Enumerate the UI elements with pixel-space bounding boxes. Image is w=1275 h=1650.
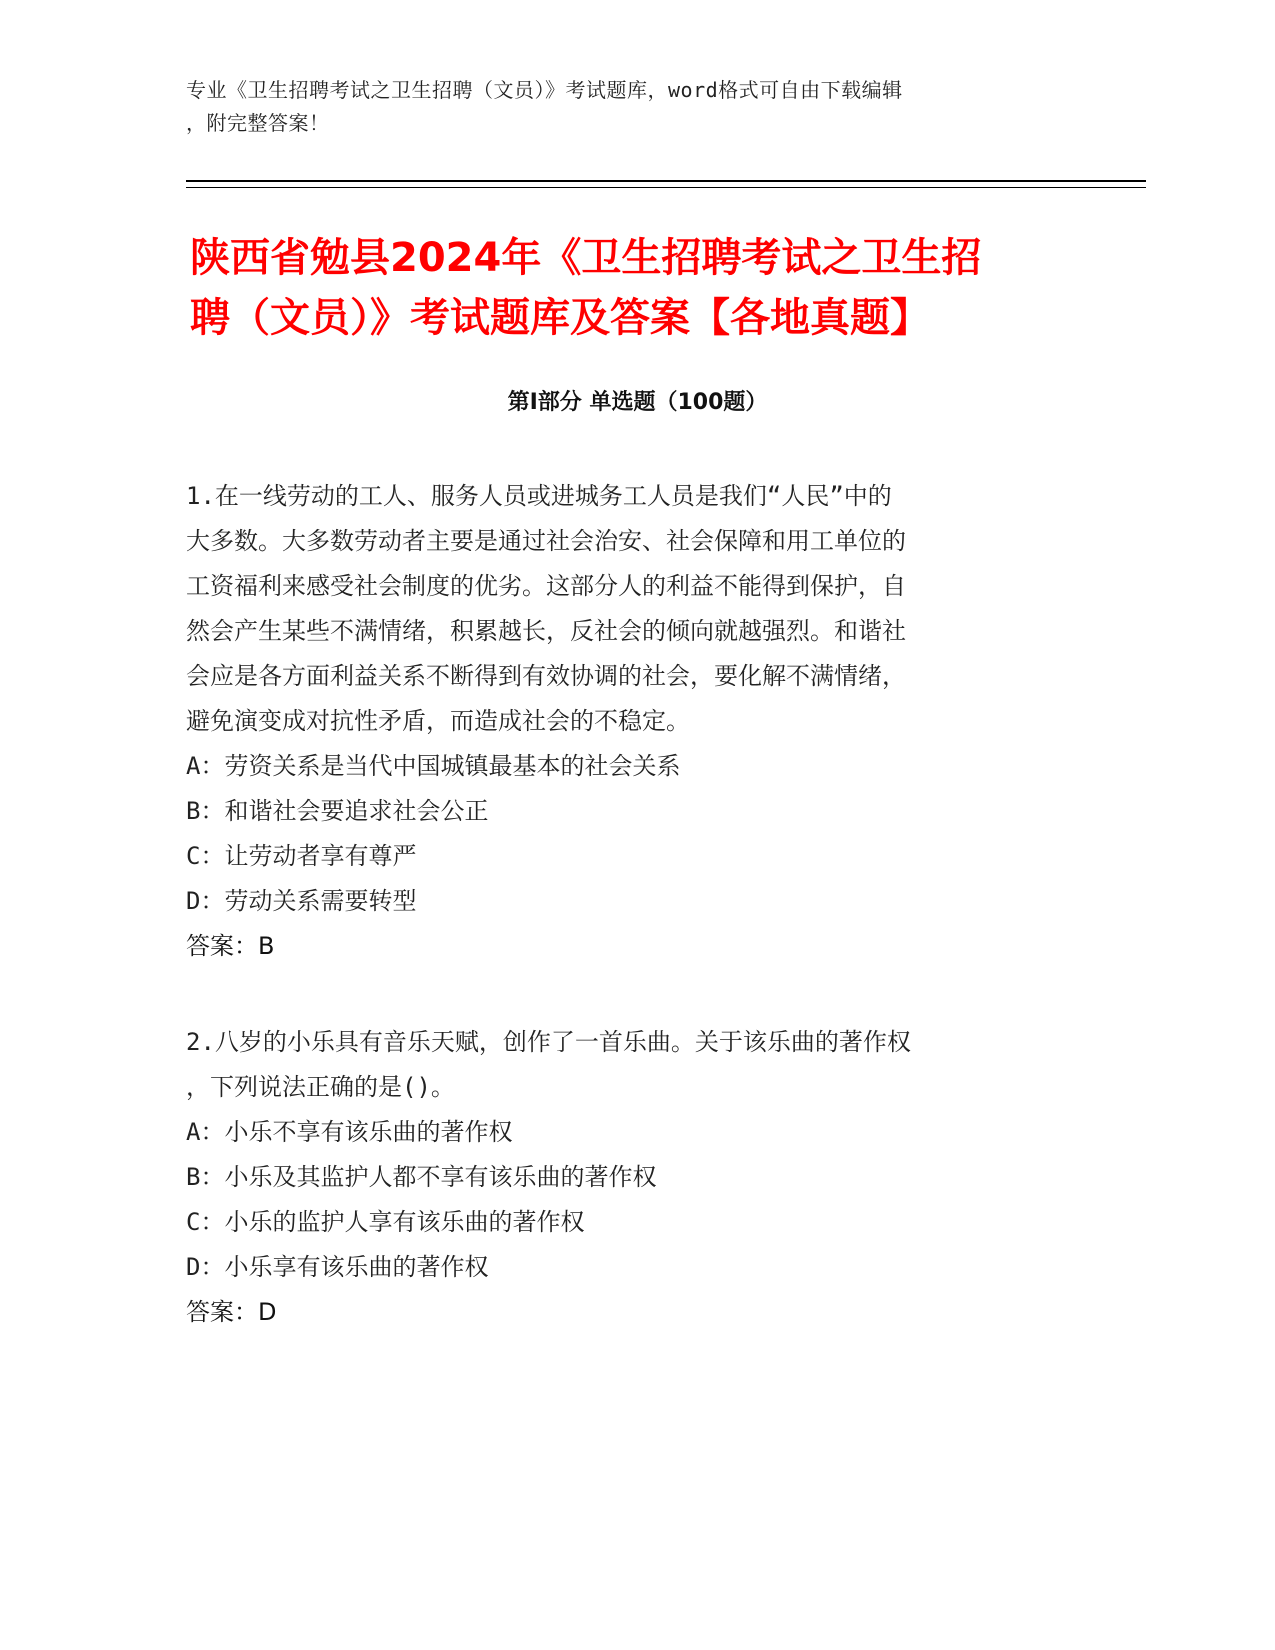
question-2: [186, 1020, 1086, 1335]
option-b: B：小乐及其监护人都不享有该乐曲的著作权: [186, 1163, 657, 1191]
option-a: A：小乐不享有该乐曲的著作权: [186, 1118, 513, 1146]
question-stem-line: 会应是各方面利益关系不断得到有效协调的社会，要化解不满情绪，: [186, 662, 906, 690]
question-1: [186, 474, 1086, 969]
header-divider-thin: [186, 187, 1146, 188]
question-stem-line: ，下列说法正确的是()。: [186, 1073, 455, 1101]
question-stem-line: 然会产生某些不满情绪，积累越长，反社会的倾向就越强烈。和谐社: [186, 617, 906, 645]
document-title-line: 陕西省勉县2024年《卫生招聘考试之卫生招: [190, 235, 982, 281]
question-stem-line: 大多数。大多数劳动者主要是通过社会治安、社会保障和用工单位的: [186, 527, 906, 555]
question-stem-line: 2.八岁的小乐具有音乐天赋，创作了一首乐曲。关于该乐曲的著作权: [186, 1028, 911, 1056]
question-stem-line: 避免演变成对抗性矛盾，而造成社会的不稳定。: [186, 707, 690, 735]
answer-label: 答案：B: [186, 932, 275, 960]
section-heading: 第Ⅰ部分 单选题（100题）: [507, 390, 768, 415]
header-divider-thick: [186, 180, 1146, 182]
header-note-line: 专业《卫生招聘考试之卫生招聘（文员）》考试题库，word格式可自由下载编辑: [186, 78, 903, 102]
option-d: D：劳动关系需要转型: [186, 887, 417, 915]
question-stem: [186, 474, 1086, 744]
option-c: C：让劳动者享有尊严: [186, 842, 417, 870]
option-a: A：劳资关系是当代中国城镇最基本的社会关系: [186, 752, 681, 780]
document-title-line: 聘（文员）》考试题库及答案【各地真题】: [190, 295, 930, 341]
answer-label: 答案：D: [186, 1298, 277, 1326]
option-c: C：小乐的监护人享有该乐曲的著作权: [186, 1208, 585, 1236]
document-title: [190, 228, 1090, 348]
header-note-line: ，附完整答案！: [186, 111, 330, 135]
question-stem-line: 工资福利来感受社会制度的优劣。这部分人的利益不能得到保护，自: [186, 572, 906, 600]
header-note: [186, 74, 1066, 140]
question-stem-line: 1.在一线劳动的工人、服务人员或进城务工人员是我们“人民”中的: [186, 482, 892, 510]
option-d: D：小乐享有该乐曲的著作权: [186, 1253, 489, 1281]
option-b: B：和谐社会要追求社会公正: [186, 797, 489, 825]
question-stem: [186, 1020, 1086, 1110]
